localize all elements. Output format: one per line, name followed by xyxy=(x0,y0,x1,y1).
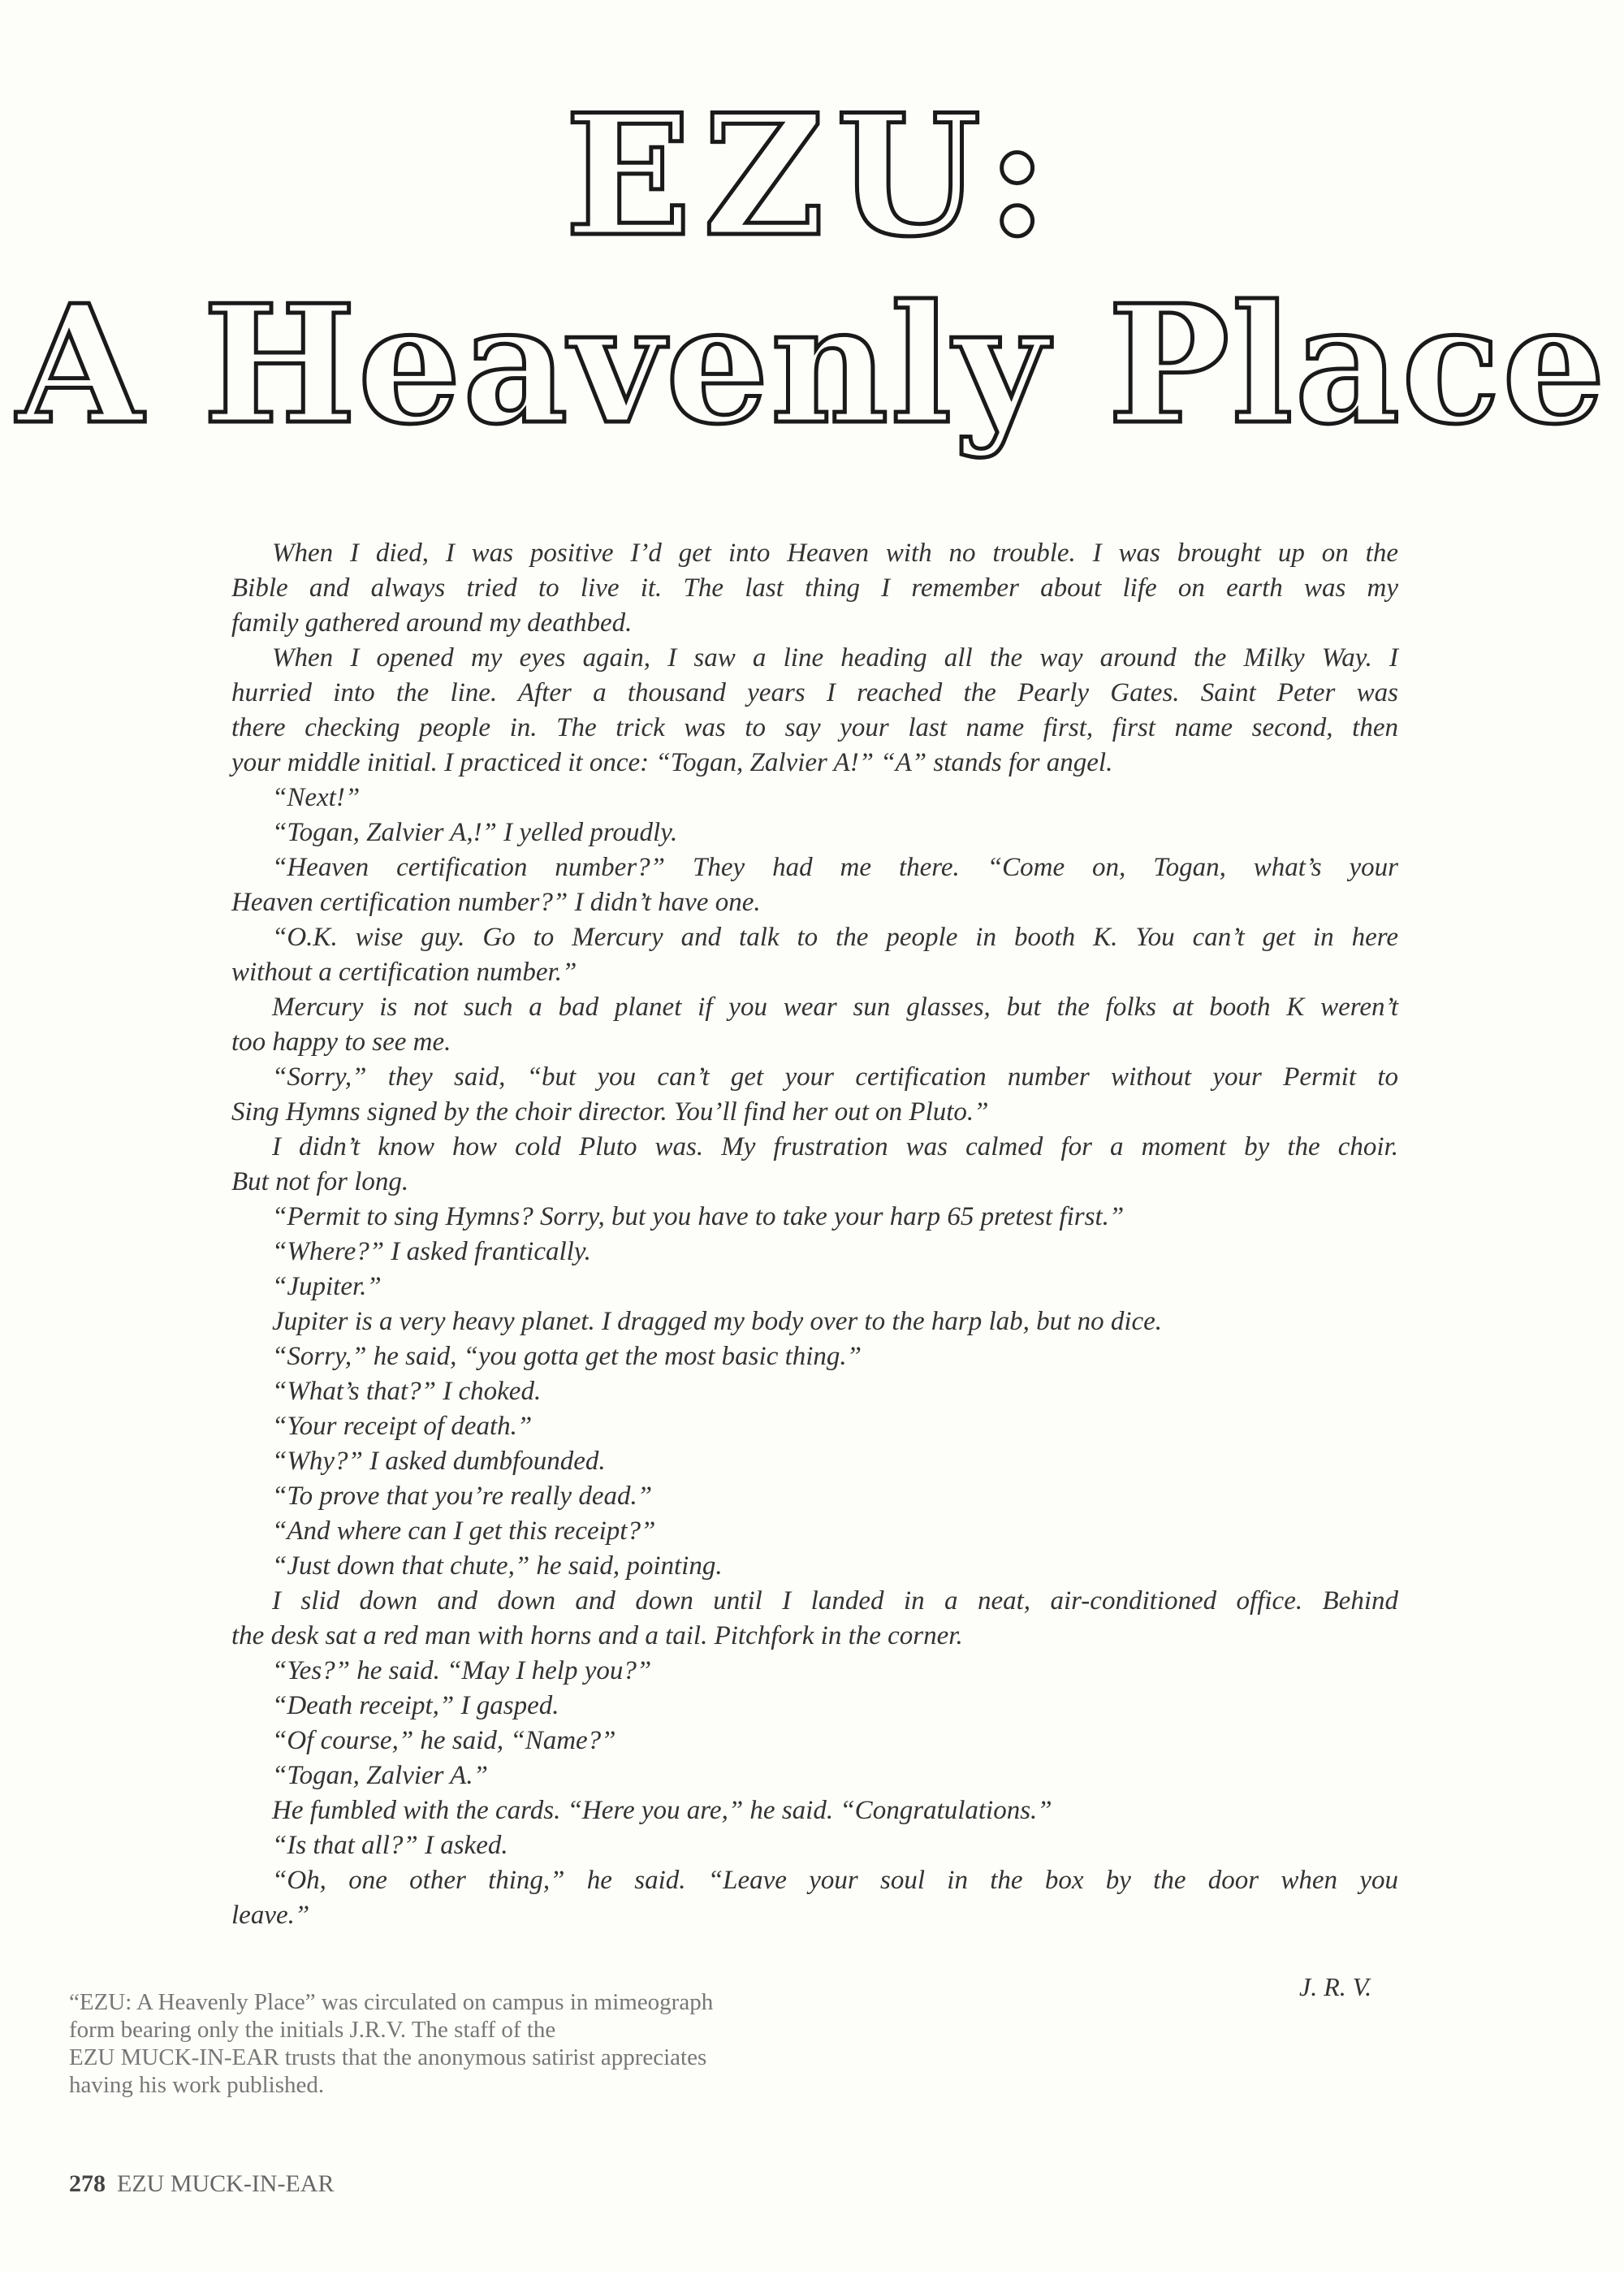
story-line: “Your receipt of death.” xyxy=(272,1412,533,1441)
story-paragraph xyxy=(231,1793,1398,1828)
story-line: “Death receipt,” I gasped. xyxy=(272,1691,559,1720)
story-paragraph xyxy=(231,1130,1398,1200)
story-paragraph xyxy=(231,1724,1398,1758)
story-paragraph xyxy=(231,1758,1398,1793)
page-footer xyxy=(69,2170,334,2198)
story-line: your middle initial. I practiced it once: “Togan, Zalvier A!” “A” stands for angel. xyxy=(231,748,1113,777)
page-number: 278 xyxy=(69,2170,106,2197)
story-paragraph xyxy=(231,781,1398,815)
story-line: When I died, I was positive I’d get into Heaven with no trouble. I was brought up on the xyxy=(272,539,1398,568)
publication-name: EZU MUCK-IN-EAR xyxy=(117,2170,335,2197)
story-paragraph xyxy=(231,1828,1398,1863)
story-line: “To prove that you’re really dead.” xyxy=(272,1482,653,1511)
story-line: hurried into the line. After a thousand years I reached the Pearly Gates. Saint Peter was xyxy=(231,678,1398,707)
title-line-2: A Heavenly Place xyxy=(16,270,1608,461)
story-line: I slid down and down and down until I landed in a neat, air-conditioned office. Behind xyxy=(272,1586,1398,1616)
story-paragraph xyxy=(231,1409,1398,1444)
story-line: “What’s that?” I choked. xyxy=(272,1377,542,1406)
story-line: there checking people in. The trick was to say your last name first, first name second, then xyxy=(231,713,1398,742)
story-paragraph xyxy=(231,1270,1398,1304)
story-line: “Is that all?” I asked. xyxy=(272,1831,508,1860)
story-paragraph xyxy=(231,990,1398,1060)
story-line: “And where can I get this receipt?” xyxy=(272,1516,656,1546)
story-line: “Heaven certification number?” They had me there. “Come on, Togan, what’s your xyxy=(272,853,1398,882)
story-paragraph xyxy=(231,1689,1398,1724)
editor-note-line: form bearing only the initials J.R.V. The staff of the xyxy=(69,2017,556,2043)
story-line: “Next!” xyxy=(272,783,361,812)
story-paragraph xyxy=(231,1584,1398,1654)
story-line: Jupiter is a very heavy planet. I dragged my body over to the harp lab, but no dice. xyxy=(272,1307,1163,1336)
story-line: “Togan, Zalvier A,!” I yelled proudly. xyxy=(272,818,678,847)
story-paragraph xyxy=(231,1060,1398,1130)
story-line: Mercury is not such a bad planet if you wear sun glasses, but the folks at booth K weren’t xyxy=(272,993,1398,1022)
story-line: “Sorry,” he said, “you gotta get the most basic thing.” xyxy=(272,1342,862,1371)
story-line: “Togan, Zalvier A.” xyxy=(272,1761,488,1790)
story-paragraph xyxy=(231,536,1398,641)
story-line: “Where?” I asked frantically. xyxy=(272,1237,591,1266)
story-line: I didn’t know how cold Pluto was. My frustration was calmed for a moment by the choir. xyxy=(272,1132,1398,1161)
story-line: Sing Hymns signed by the choir director. You’ll find her out on Pluto.” xyxy=(231,1097,989,1127)
story-paragraph xyxy=(231,1479,1398,1514)
story-line: family gathered around my deathbed. xyxy=(231,608,633,638)
story-line: too happy to see me. xyxy=(231,1027,451,1057)
story-line: leave.” xyxy=(231,1901,310,1930)
title-line-1: EZU: xyxy=(564,79,1060,274)
story-paragraph xyxy=(231,850,1398,920)
story-line: “Permit to sing Hymns? Sorry, but you have to take your harp 65 pretest first.” xyxy=(272,1202,1125,1231)
story-line: “Jupiter.” xyxy=(272,1272,382,1301)
story-paragraph xyxy=(231,920,1398,990)
editor-note-line: “EZU: A Heavenly Place” was circulated on campus in mimeograph xyxy=(69,1989,714,2015)
editor-note xyxy=(69,1988,713,2099)
story-line: “Why?” I asked dumbfounded. xyxy=(272,1447,606,1476)
story-paragraph xyxy=(231,1374,1398,1409)
story-paragraph xyxy=(231,1514,1398,1549)
story-line: But not for long. xyxy=(231,1167,409,1196)
story-line: “Just down that chute,” he said, pointing. xyxy=(272,1551,723,1581)
editor-note-line: having his work published. xyxy=(69,2072,325,2098)
story-paragraph xyxy=(231,1654,1398,1689)
story-line: When I opened my eyes again, I saw a line heading all the way around the Milky Way. I xyxy=(272,643,1398,673)
story-paragraph xyxy=(231,641,1398,781)
story-line: He fumbled with the cards. “Here you are,” he said. “Congratulations.” xyxy=(272,1796,1052,1825)
story-paragraph xyxy=(231,815,1398,850)
editor-note-line: EZU MUCK-IN-EAR trusts that the anonymous satirist appreciates xyxy=(69,2044,707,2070)
story-line: Bible and always tried to live it. The last thing I remember about life on earth was my xyxy=(231,573,1398,603)
story-paragraph xyxy=(231,1235,1398,1270)
story-line: without a certification number.” xyxy=(231,958,577,987)
story-paragraph xyxy=(231,1863,1398,1933)
story-line: “Yes?” he said. “May I help you?” xyxy=(272,1656,652,1685)
story-paragraph xyxy=(231,1304,1398,1339)
story-line: “Sorry,” they said, “but you can’t get your certification number without your Permit to xyxy=(272,1062,1398,1092)
story-body xyxy=(231,536,1398,1933)
story-line: the desk sat a red man with horns and a tail. Pitchfork in the corner. xyxy=(231,1621,963,1650)
story-paragraph xyxy=(231,1339,1398,1374)
story-paragraph xyxy=(231,1549,1398,1584)
story-line: “Oh, one other thing,” he said. “Leave your soul in the box by the door when you xyxy=(272,1866,1398,1895)
story-paragraph xyxy=(231,1444,1398,1479)
story-line: “Of course,” he said, “Name?” xyxy=(272,1726,616,1755)
story-line: Heaven certification number?” I didn’t have one. xyxy=(231,888,761,917)
story-line: “O.K. wise guy. Go to Mercury and talk to the people in booth K. You can’t get in here xyxy=(272,923,1398,952)
story-paragraph xyxy=(231,1200,1398,1235)
author-signature: J. R. V. xyxy=(1299,1972,1372,2001)
